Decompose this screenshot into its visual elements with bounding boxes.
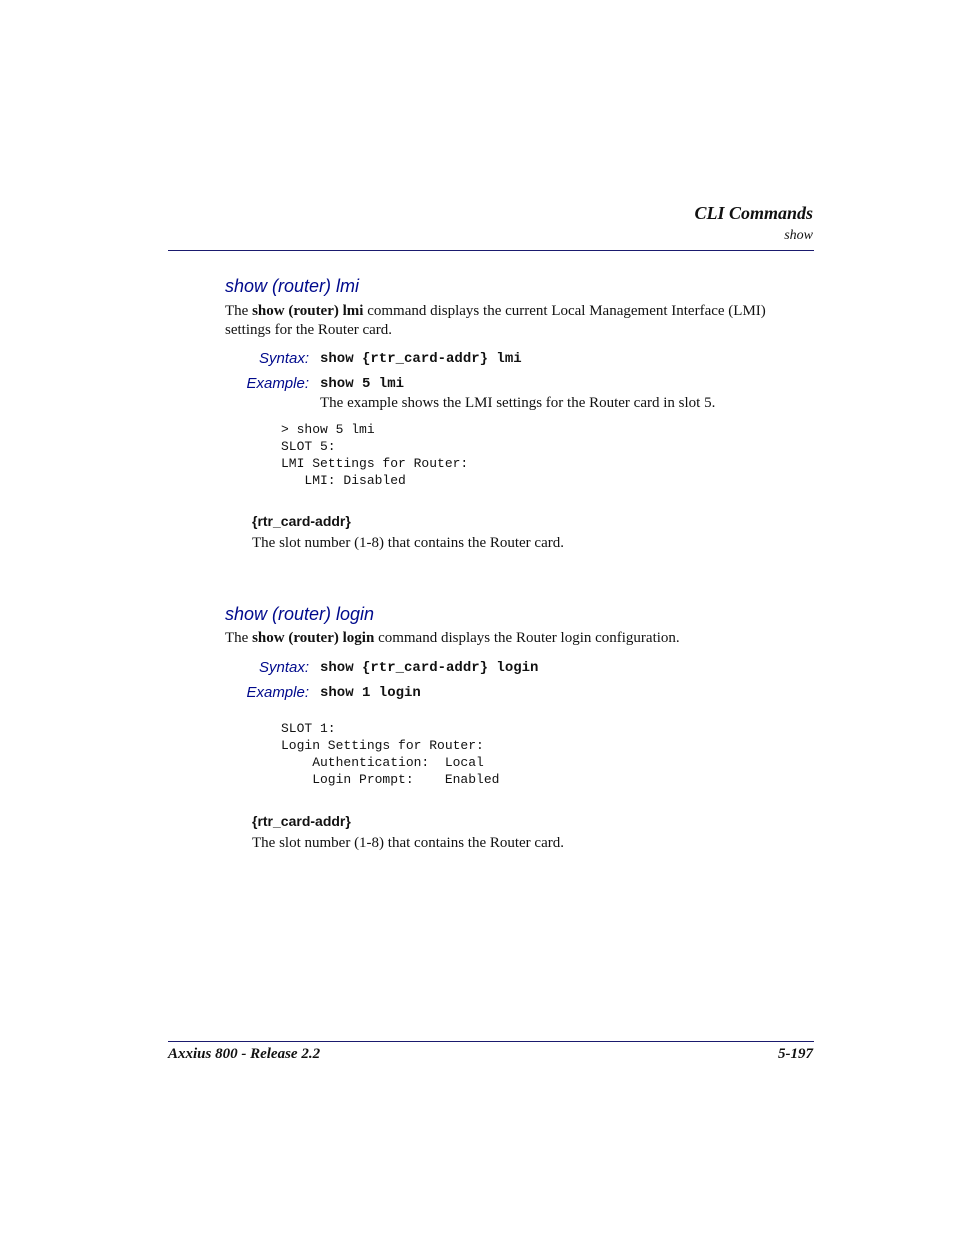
intro-pre: The bbox=[225, 630, 253, 646]
section-title-login: show (router) login bbox=[225, 604, 375, 624]
example-output: SLOT 1: Login Settings for Router: Authentication: Local Login Prompt: Enabled bbox=[281, 721, 500, 787]
example-output: > show 5 lmi SLOT 5: LMI Settings for Router: LMI: Disabled bbox=[281, 422, 469, 488]
syntax-command: show {rtr_card-addr} login bbox=[320, 660, 539, 676]
section-title-lmi: show (router) lmi bbox=[225, 276, 360, 296]
section-intro-login bbox=[225, 629, 815, 648]
intro-post: command displays the current Local Management Interface (LMI) settings for the Router card. bbox=[225, 303, 766, 338]
section-intro-lmi bbox=[225, 302, 815, 340]
running-header-subtitle: show bbox=[784, 228, 813, 243]
intro-pre: The bbox=[225, 303, 253, 319]
example-note: The example shows the LMI settings for the Router card in slot 5. bbox=[320, 395, 716, 411]
footer-page-number: 5-197 bbox=[778, 1046, 813, 1062]
syntax-command: show {rtr_card-addr} lmi bbox=[320, 351, 522, 367]
example-command: show 5 lmi bbox=[320, 376, 405, 392]
parameter-name: {rtr_card-addr} bbox=[252, 813, 351, 829]
example-label: Example: bbox=[246, 375, 309, 392]
running-header-title: CLI Commands bbox=[694, 203, 813, 223]
parameter-description: The slot number (1-8) that contains the Router card. bbox=[252, 835, 564, 851]
parameter-name: {rtr_card-addr} bbox=[252, 513, 351, 529]
footer-rule bbox=[168, 1041, 814, 1042]
syntax-label: Syntax: bbox=[258, 659, 309, 676]
footer-product: Axxius 800 - Release 2.2 bbox=[168, 1046, 321, 1062]
intro-command: show (router) login bbox=[252, 630, 375, 646]
syntax-label: Syntax: bbox=[258, 350, 309, 367]
header-rule bbox=[168, 250, 814, 251]
example-command: show 1 login bbox=[320, 685, 421, 701]
intro-post: command displays the Router login configuration. bbox=[374, 630, 680, 646]
example-label: Example: bbox=[246, 684, 309, 701]
parameter-description: The slot number (1-8) that contains the Router card. bbox=[252, 535, 564, 551]
intro-command: show (router) lmi bbox=[252, 303, 364, 319]
